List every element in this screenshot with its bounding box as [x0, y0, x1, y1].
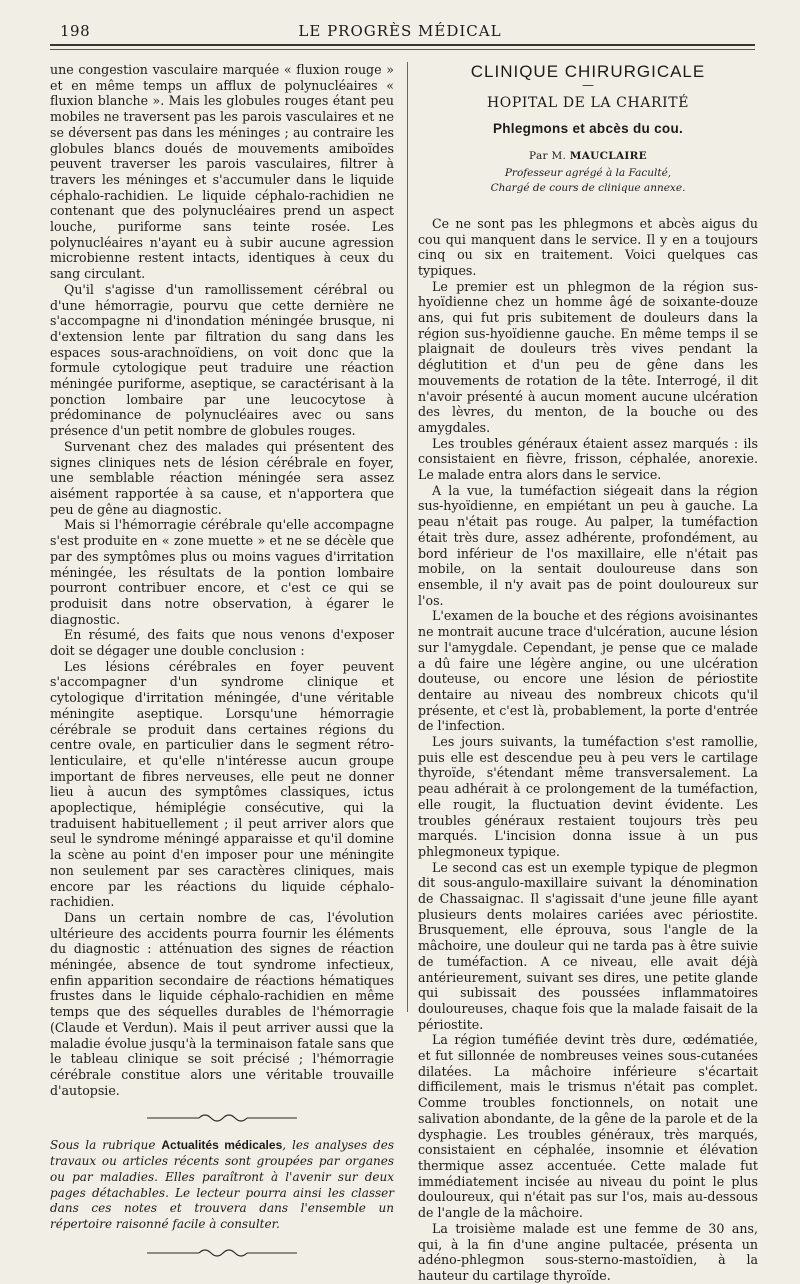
- paragraph: Les jours suivants, la tuméfaction s'est ramollie, puis elle est descendue peu à peu vers le cartilage thyroïde, s'étendant même transversalement. La peau adhérait à ce prolongement de la tuméfaction, elle rougit, la fluctuation devint évidente. Les troubles généraux restaient toujours très peu marqués. L'incision donna issue à un pus phlegmoneux typique.: [418, 734, 758, 859]
- paragraph: Mais si l'hémorragie cérébrale qu'elle accompagne s'est produite en « zone muette » et ne se décèle que par des symptômes plus ou moins vagues d'irritation méningée, les résultats de la pontion lombaire pourront contribuer encore, et c'est ce qui se produisit dans notre observation, à égarer le diagnostic.: [50, 517, 394, 627]
- section-title: CLINIQUE CHIRURGICALE: [470, 62, 706, 81]
- note-rubric: Actualités médicales: [161, 1138, 283, 1153]
- header-rule: [50, 44, 755, 46]
- paragraph: Le premier est un phlegmon de la région sus-hyoïdienne chez un homme âgé de soixante-douze ans, qui fut pris subitement de douleurs dans la région sus-hyoïdienne gauche. En même temps il se plaignait de douleurs très vives pendant la déglutition et d'un peu de gêne dans les mouvements de rotation de la tête. Interrogé, il dit n'avoir présenté à aucun moment aucune ulcération des lèvres, du menton, de la bouche ou des amygdales.: [418, 278, 758, 435]
- article-title: Phlegmons et abcès du cou.: [492, 121, 684, 137]
- header-rule-thin: [50, 49, 755, 50]
- byline: [418, 149, 758, 165]
- journal-title: LE PROGRÈS MÉDICAL: [298, 22, 502, 40]
- byline-prefix: Par M.: [529, 150, 567, 163]
- column-divider: [407, 62, 408, 1012]
- paragraph: Le second cas est un exemple typique de plegmon dit sous-angulo-maxillaire suivant la dénomination de Chassaignac. Il s'agissait d'une jeune fille ayant plusieurs dents molaires cariées avec périostite. Brusquement, elle éprouva, sous l'angle de la mâchoire, une douleur qui ne tarda pas à être suivie de tuméfaction. A ce niveau, elle avait déjà antérieurement, suivant ses dires, une petite glande qui subissait des poussées inflammatoires douloureuses, chaque fois que la malade faisait de la périostite.: [418, 859, 758, 1032]
- paragraph: Qu'il s'agisse d'un ramollissement cérébral ou d'une hémorragie, pourvu que cette dernière ne s'accompagne ni d'inondation méningée brusque, ni d'extension lente par filtration du sang dans les espaces sous-arachnoïdiens, on voit donc que la formule cytologique peut traduire une réaction méningée puriforme, aseptique, se caractérisant à la ponction lombaire par une leucocytose à prédominance de polynucléaires avec ou sans présence d'un petit nombre de globules rouges.: [50, 281, 394, 439]
- note-prefix: Sous la rubrique: [50, 1138, 156, 1153]
- left-column: [50, 62, 394, 1231]
- note-text: , les analyses des travaux ou articles récents sont groupées par organes ou par maladies. Elles paraîtront à l'avenir sur deux pages détachables. Le lecteur pourra ainsi les classer dans ces notes et trouvera dans l'ensemble un répertoire raisonné facile à consulter.: [50, 1138, 394, 1231]
- page-header: [0, 0, 800, 48]
- paragraph: En résumé, des faits que nous venons d'exposer doit se dégager une double conclusion :: [50, 627, 394, 659]
- author-name: MAUCLAIRE: [569, 150, 647, 163]
- paragraph: Ce ne sont pas les phlegmons et abcès aigus du cou qui manquent dans le service. Il y en a toujours cinq ou six en traitement. Voici quelques cas typiques.: [418, 215, 758, 278]
- paragraph: une congestion vasculaire marquée « fluxion rouge » et en même temps un afflux de polynucléaires « fluxion blanche ». Mais les globules rouges étant peu mobiles ne traversent pas les parois vasculaires et ne se déversent pas dans les méninges ; au contraire les globules blancs doués de mouvements amiboïdes peuvent traverser les parois vasculaires, filtrer à travers les méninges et s'accumuler dans le liquide céphalo-rachidien. Le liquide céphalo-rachidien ne contenant que des polynucléaires prend un aspect louche, puriforme sans teinte rosée. Les polynucléaires n'ayant eu à subir aucune agression microbienne restent intacts, identiques à ceux du sang circulant.: [50, 62, 394, 282]
- paragraph: La région tuméfiée devint très dure, œdématiée, et fut sillonnée de nombreuses veines sous-cutanées dilatées. La mâchoire inférieure s'écartait difficilement, mais le trismus n'était pas complet. Comme troubles fonctionnels, on notait une salivation abondante, de la gêne de la parole et de la dysphagie. Les troubles généraux, très marqués, consistaient en céphalée, insomnie et élévation thermique assez accentuée. Cette malade fut immédiatement incisée au niveau du point le plus douloureux, qui n'était pas sur l'os, mais au-dessous de l'angle de la mâchoire.: [418, 1032, 758, 1221]
- article-body: [418, 216, 758, 1284]
- paragraph: L'examen de la bouche et des régions avoisinantes ne montrait aucune trace d'ulcération, aucune lésion sur l'amygdale. Cependant, je pense que ce malade a dû faire une légère angine, ou une ulcération douteuse, ou encore une lésion de périostite dentaire au niveau des nombreux chicots qu'il présente, et c'est là, probablement, la porte d'entrée de l'infection.: [418, 608, 758, 734]
- paragraph: Les lésions cérébrales en foyer peuvent s'accompagner d'un syndrome clinique et cytologique d'irritation méningée, d'une véritable méningite aseptique. Lorsqu'une hémorragie cérébrale se produit dans certaines régions du centre ovale, en particulier dans le segment rétro-lenticulaire, et qu'elle n'intéresse aucun groupe important de fibres nerveuses, elle peut ne donner lieu à aucun des symptômes classiques, ictus apoplectique, hémiplégie consécutive, qui la traduisent habituellement ; il peut arriver alors que seul le syndrome méningé apparaisse et qu'il domine la scène au point d'en imposer pour une méningite non seulement par ses caractères cliniques, mais encore par les réactions du liquide céphalo-rachidien.: [50, 658, 394, 910]
- author-affiliation: Chargé de cours de clinique annexe.: [490, 182, 686, 195]
- title-dash: —: [582, 77, 594, 92]
- paragraph: Les troubles généraux étaient assez marqués : ils consistaient en fièvre, frisson, céphalée, anorexie. Le malade entra alors dans le service.: [418, 435, 758, 483]
- paragraph: La troisième malade est une femme de 30 ans, qui, à la fin d'une angine pultacée, présenta un adéno-phlegmon sous-sterno-mastoïdien, à la hauteur du cartilage thyroïde.: [418, 1220, 758, 1283]
- right-column: [418, 62, 758, 1283]
- paragraph: Dans un certain nombre de cas, l'évolution ultérieure des accidents pourra fournir les éléments du diagnostic : atténuation des signes de réaction méningée, absence de tout syndrome infectieux, enfin apparition secondaire de réactions hématiques frustes dans le liquide céphalo-rachidien en même temps que des séquelles durables de l'hémorragie (Claude et Verdun). Mais il peut arriver aussi que la maladie évolue jusqu'à la terminaison fatale sans que le tableau clinique se soit précisé ; l'hémorragie cérébrale constitue alors une véritable trouvaille d'autopsie.: [50, 909, 394, 1098]
- ornament-separator: [50, 1247, 394, 1261]
- author-affiliation: Professeur agrégé à la Faculté,: [504, 166, 672, 179]
- page-number: 198: [60, 22, 91, 40]
- ornament-separator: [50, 1112, 394, 1126]
- paragraph: Survenant chez des malades qui présentent des signes cliniques nets de lésion cérébrale en foyer, une semblable réaction méningée sera assez aisément rapportée à sa cause, et n'apportera que peu de gêne au diagnostic.: [50, 438, 394, 517]
- paragraph: A la vue, la tuméfaction siégeait dans la région sus-hyoïdienne, en empiétant un peu à gauche. La peau n'était pas rouge. Au palper, la tuméfaction était très dure, assez adhérente, profondément, au bord inférieur de l'os maxillaire, elle n'était pas mobile, on la sentait douloureuse dans son ensemble, il n'y avait pas de point douloureux sur l'os.: [418, 482, 758, 608]
- editorial-note: [50, 1138, 394, 1232]
- hospital-name: HOPITAL DE LA CHARITÉ: [486, 94, 690, 111]
